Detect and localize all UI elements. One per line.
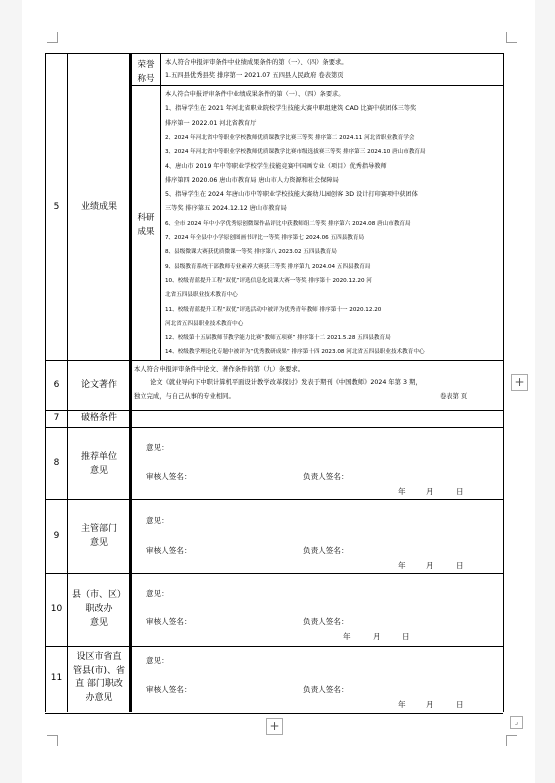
opinion-label: 意见： xyxy=(146,589,169,598)
research-item: 11、校级青蓝提升工程“双优”评选活动中被评为优秀青年教师 排序第十一 2020.12.20 xyxy=(165,306,382,313)
month-label: 月 xyxy=(373,632,381,641)
honor-title-label: 荣誉 称号 xyxy=(137,60,155,84)
month-label: 月 xyxy=(426,561,434,570)
table-border xyxy=(45,499,503,500)
research-title-label: 科研 成果 xyxy=(137,213,155,237)
opinion-label: 意见： xyxy=(146,443,169,452)
page-corner-mark xyxy=(506,735,517,746)
day-label: 日 xyxy=(456,561,464,570)
opinion-label: 意见： xyxy=(146,516,169,525)
table-border xyxy=(45,646,503,647)
reviewer-signature-label: 审核人签名： xyxy=(146,472,192,481)
row-title-achievements: 业绩成果 xyxy=(80,202,117,212)
research-item: 北省五四县职业技术教育中心 xyxy=(165,292,238,299)
table-resize-handle[interactable]: ⌟ xyxy=(510,716,523,729)
reviewer-signature-label: 审核人签名： xyxy=(146,546,192,555)
row-title-city-office: 设区市省直 管县(市)、省 直 部门职改 办意见 xyxy=(72,652,126,703)
research-item: 8、县级微课大赛获优质微课一等奖 排序第八 2023.02 五四县教育局 xyxy=(165,249,337,256)
responsible-signature-label: 负责人签名： xyxy=(303,617,349,626)
paper-line: 独立完成，与自己从事的专业相同。 xyxy=(134,393,235,400)
table-border xyxy=(45,360,503,361)
research-item: 排序第四 2020.06 唐山市教育局 唐山市人力资源和社会保障局 xyxy=(165,176,339,184)
row-title-exception: 破格条件 xyxy=(80,413,117,423)
research-item: 6、全市 2024 年中小学优秀原创微课作品评比中获教师组二等奖 排序第六 2024.08 唐山市教育局 xyxy=(165,220,411,227)
row-number: 8 xyxy=(53,458,60,468)
responsible-signature-label: 负责人签名： xyxy=(303,472,349,481)
day-label: 日 xyxy=(402,632,410,641)
research-item: 排序第一 2022.01 河北省教育厅 xyxy=(165,119,257,127)
page-corner-mark xyxy=(47,32,58,43)
row-number: 6 xyxy=(53,380,60,390)
row-number: 7 xyxy=(53,413,60,423)
paper-line: 论文《就业导向下中职计算机平面设计教学改革探讨》发表于期刊《中国教师》2024 年第 3 期， xyxy=(150,379,422,386)
honor-line: 本人符合申报评审条件中业绩成果条件的第（一）、（四）条要求。 xyxy=(165,59,348,66)
row-title-papers: 论文著作 xyxy=(80,380,117,390)
year-label: 年 xyxy=(398,487,406,496)
row-number: 5 xyxy=(53,202,60,212)
row-title-recommender: 推荐单位 意见 xyxy=(80,452,117,476)
table-border xyxy=(45,427,503,428)
research-item: 2、2024 年河北省中等职业学校教师优质课教学比赛三等奖 排序第二 2024.11 河北省职业教育学会 xyxy=(165,134,415,141)
page-corner-mark xyxy=(506,32,517,43)
paper-line: 本人符合申报评审条件中论文、著作条件的第（九）条要求。 xyxy=(134,366,305,373)
research-item: 1、指导学生在 2021 年河北省职业院校学生技能大赛中职组建筑 CAD 比赛中获团体三等奖 xyxy=(165,105,417,113)
table-border xyxy=(129,53,132,712)
research-item: 3、2024 年河北省中等职业学校教师优质课教学比赛市级选拔赛三等奖 排序第三 2024.10 唐山市教育局 xyxy=(165,149,426,156)
table-border xyxy=(45,573,503,574)
year-label: 年 xyxy=(398,700,406,709)
month-label: 月 xyxy=(426,487,434,496)
research-item: 河北省五四县职业技术教育中心 xyxy=(165,320,244,327)
research-item: 4、唐山市 2019 年中等职业学校学生技能竞赛中国画专业（项目）优秀指导教师 xyxy=(165,162,387,170)
row-number: 9 xyxy=(53,531,60,541)
year-label: 年 xyxy=(343,632,351,641)
table-border xyxy=(130,85,503,86)
row-number: 11 xyxy=(50,673,63,683)
honor-line: 1.五四县优秀县奖 排序第一 2021.07 五四县人民政府 卷表第页 xyxy=(165,72,344,79)
research-item: 三等奖 排序第五 2024.12.12 唐山市教育局 xyxy=(165,205,287,213)
table-border xyxy=(45,410,503,411)
month-label: 月 xyxy=(426,700,434,709)
research-item: 12、校级第十五届教师节教学能力比赛“教师五项赛” 排序第十二 2021.5.28 五四县教育局 xyxy=(165,335,391,342)
day-label: 日 xyxy=(456,487,464,496)
add-column-button[interactable]: + xyxy=(511,374,528,391)
research-item: 5、指导学生在 2024 年唐山市中等职业学校技能大赛幼儿园创客 3D 设计打印赛项中获团体 xyxy=(165,191,418,199)
responsible-signature-label: 负责人签名： xyxy=(303,685,349,694)
day-label: 日 xyxy=(456,700,464,709)
reviewer-signature-label: 审核人签名： xyxy=(146,617,192,626)
table-border xyxy=(160,53,161,360)
table-border xyxy=(67,53,68,712)
research-item: 本人符合申报评审条件中业绩成果条件的第（一）、（四）条要求。 xyxy=(165,91,345,98)
table-border xyxy=(503,53,504,712)
year-label: 年 xyxy=(398,561,406,570)
research-item: 10、校级青蓝提升工程“双优”评选信息化说课大赛一等奖 排序第十 2020.12.20 河 xyxy=(165,277,372,284)
reviewer-signature-label: 审核人签名： xyxy=(146,685,192,694)
paper-page-ref: 卷表第 页 xyxy=(440,393,468,400)
research-item: 9、县级教育系统干部教师专业素养大赛获三等奖 排序第九 2024.04 五四县教育局 xyxy=(165,263,371,270)
add-row-button[interactable]: + xyxy=(266,718,283,735)
row-title-county-office: 县（市、区） 职改办 意见 xyxy=(71,590,126,628)
research-item: 7、2024 年全县中小学原创图画书评比一等奖 排序第七 2024.06 五四县教育局 xyxy=(165,235,365,241)
research-item: 14、校级教学理论化专题中被评为“优秀教研成果” 排序第十四 2023.08 河北省五四县职业技术教育中心 xyxy=(165,349,425,356)
responsible-signature-label: 负责人签名： xyxy=(303,546,349,555)
row-number: 10 xyxy=(50,604,63,614)
page-corner-mark xyxy=(47,735,58,746)
row-title-authority: 主管部门 意见 xyxy=(80,524,117,548)
opinion-label: 意见： xyxy=(146,656,169,665)
